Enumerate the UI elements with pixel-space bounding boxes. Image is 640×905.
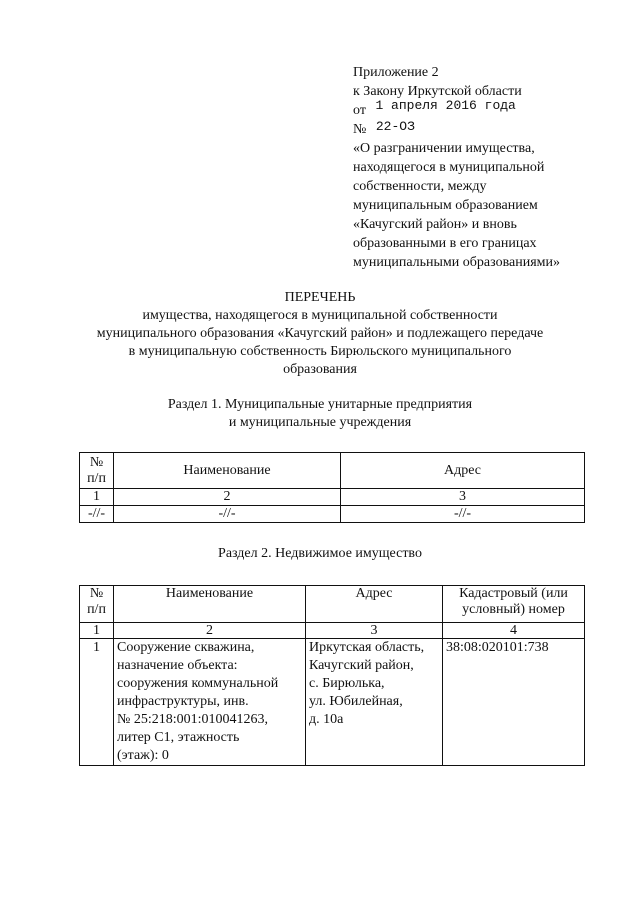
number-value: 22-ОЗ xyxy=(375,119,415,134)
row-number: 1 xyxy=(80,639,114,766)
col-number: 1 xyxy=(80,489,114,506)
table-number-row xyxy=(80,489,585,506)
property-name: Сооружение скважина, назначение объекта: сооружения коммунальной инфраструктуры, инв. № 25:218:001:010041263, литер С1, этажность (этаж): 0 xyxy=(114,639,306,766)
section2-table xyxy=(79,585,585,766)
col-number: 2 xyxy=(114,489,341,506)
heading-line: имущества, находящегося в муниципальной собственности xyxy=(142,308,498,323)
cadastral-number: 38:08:020101:738 xyxy=(443,639,585,766)
number-prefix: № xyxy=(353,122,367,137)
col-number: 4 xyxy=(443,623,585,639)
date-prefix: от xyxy=(353,103,366,118)
document-title: ПЕРЕЧЕНЬ xyxy=(284,290,356,305)
col-header-number: № п/п xyxy=(80,453,114,489)
date-value: 1 апреля 2016 года xyxy=(375,98,516,113)
appendix-date xyxy=(353,98,623,120)
appendix-law-number xyxy=(353,120,623,139)
document-heading xyxy=(60,289,580,379)
appendix-header xyxy=(353,63,623,272)
heading-line: в муниципальную собственность Бирюльского муниципального xyxy=(128,344,512,359)
table-cell: -//- xyxy=(114,506,341,523)
appendix-law-ref: к Закону Иркутской области xyxy=(353,84,522,99)
section1-table xyxy=(79,452,585,523)
law-title-line: собственности, между xyxy=(353,179,487,194)
property-address: Иркутская область, Качугский район, с. Бирюлька, ул. Юбилейная, д. 10а xyxy=(306,639,443,766)
heading-line: образования xyxy=(283,362,357,377)
col-header-number: № п/п xyxy=(80,586,114,623)
table-number-row xyxy=(80,623,585,639)
table-cell: -//- xyxy=(80,506,114,523)
law-title-line: муниципальным образованием xyxy=(353,198,538,213)
law-title-line: «О разграничении имущества, xyxy=(353,141,535,156)
col-number: 3 xyxy=(341,489,585,506)
law-title-line: «Качугский район» и вновь xyxy=(353,217,517,232)
law-title-line: находящегося в муниципальной xyxy=(353,160,545,175)
col-number: 1 xyxy=(80,623,114,639)
section2-title: Раздел 2. Недвижимое имущество xyxy=(218,546,422,561)
col-number: 2 xyxy=(114,623,306,639)
law-title xyxy=(353,139,623,272)
section1-title-line: Раздел 1. Муниципальные унитарные предприятия xyxy=(167,397,473,412)
col-header-name: Наименование xyxy=(114,453,341,489)
table-cell: -//- xyxy=(341,506,585,523)
law-title-line: муниципальными образованиями» xyxy=(353,255,560,270)
section1-title-line: и муниципальные учреждения xyxy=(228,415,412,430)
section1-title xyxy=(60,396,580,432)
col-number: 3 xyxy=(306,623,443,639)
table-header-row xyxy=(80,586,585,623)
law-title-line: образованными в его границах xyxy=(353,236,537,251)
table-header-row xyxy=(80,453,585,489)
col-header-cadastral: Кадастровый (или условный) номер xyxy=(443,586,585,623)
col-header-address: Адрес xyxy=(306,586,443,623)
col-header-name: Наименование xyxy=(114,586,306,623)
appendix-number: Приложение 2 xyxy=(353,65,439,80)
col-header-address: Адрес xyxy=(341,453,585,489)
heading-line: муниципального образования «Качугский район» и подлежащего передаче xyxy=(96,326,544,341)
table-row xyxy=(80,639,585,766)
table-row xyxy=(80,506,585,523)
